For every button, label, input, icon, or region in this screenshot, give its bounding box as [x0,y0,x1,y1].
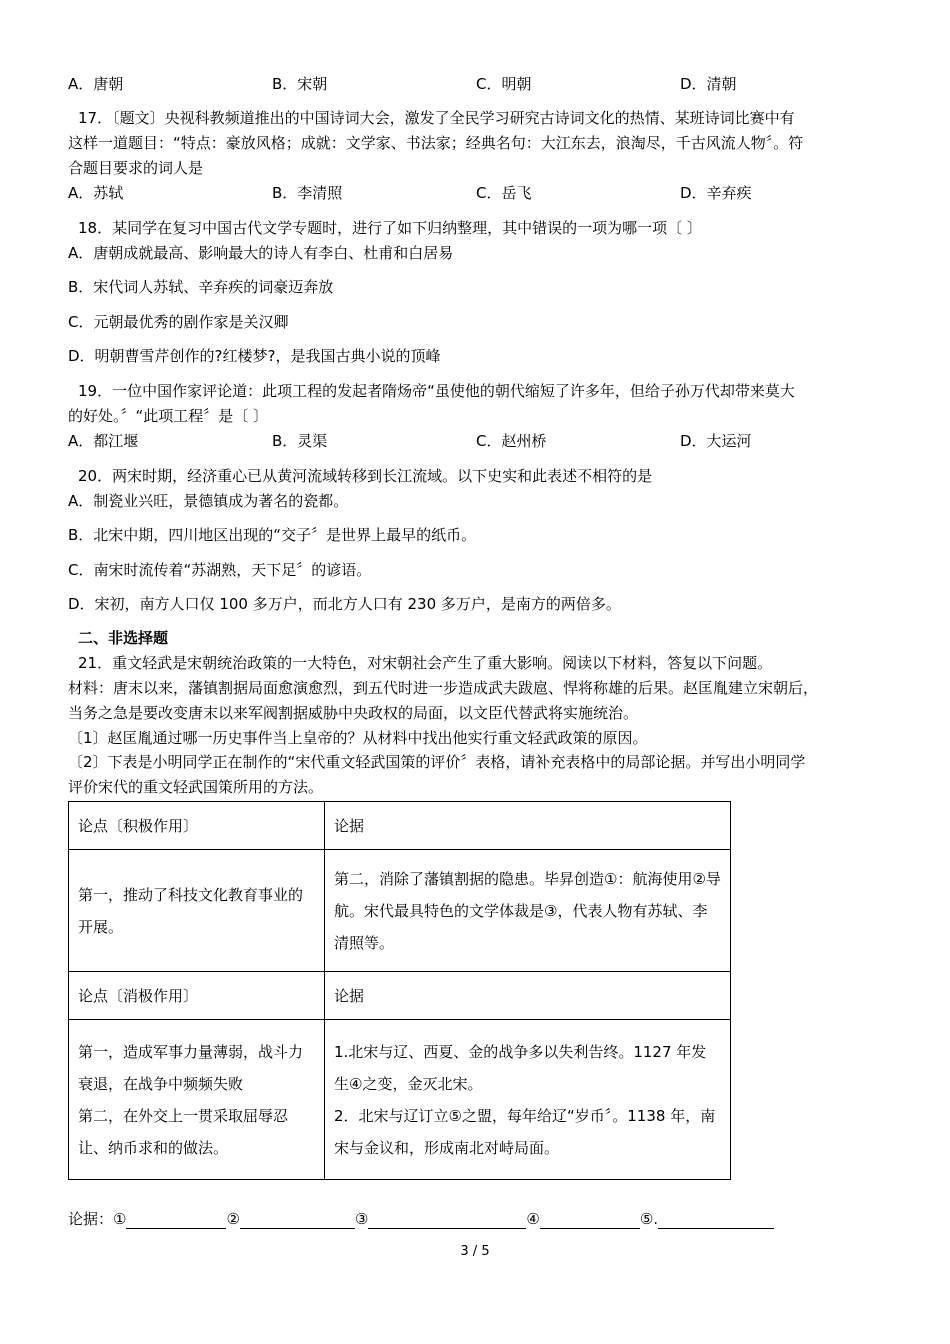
page-number: 3 / 5 [460,1244,490,1259]
q16-option-c: C．明朝 [476,75,532,93]
q19-option-a: A．都江堰 [68,432,139,450]
q16-option-b: B．宋朝 [272,75,328,93]
answer-line [68,1209,774,1229]
q16-options [68,74,888,94]
q16-option-a: A．唐朝 [68,75,124,93]
q19-line-1: 19．一位中国作家评论道：此项工程的发起者隋炀帝“虽使他的朝代缩短了许多年，但给子孙万代却带来莫大 [78,382,795,400]
q18-option-a: A．唐朝成就最高、影响最大的诗人有李白、杜甫和白居易 [68,244,454,262]
table-row [69,972,731,1020]
q17-line-1: 17．〔题文〕央视科教频道推出的中国诗词大会，激发了全民学习研究古诗词文化的热情、某班诗词比赛中有 [78,109,795,127]
negative-evidence-1: 1.北宋与辽、西夏、金的战争多以失利告终。1127 年发生④之变，金灭北宋。 [334,1042,707,1093]
q18-stem: 18．某同学在复习中国古代文学专题时，进行了如下归纳整理，其中错误的一项为哪一项〔 〕 [78,219,702,237]
q21-sub-question-2-line-2: 评价宋代的重文轻武国策所用的方法。 [68,778,324,796]
table-row [69,1020,731,1180]
q20-stem: 20．两宋时期，经济重心已从黄河流域转移到长江流域。以下史实和此表述不相符的是 [78,467,653,485]
q17-options [68,183,888,203]
q16-option-d: D．清朝 [680,75,737,93]
q20-option-b: B．北宋中期，四川地区出现的“交子〞是世界上最早的纸币。 [68,526,477,544]
negative-point-cell [69,1020,325,1180]
q19-option-d: D．大运河 [680,432,752,450]
blank-4-input[interactable] [540,1210,640,1229]
q21-sub-question-1: 〔1〕赵匡胤通过哪一历史事件当上皇帝的？从材料中找出他实行重文轻武政策的原因。 [68,729,648,747]
negative-point-1: 第一，造成军事力量薄弱，战斗力衰退，在战争中频频失败 [78,1042,304,1093]
header-positive-point: 论点〔积极作用〕 [69,802,325,850]
q20-option-c: C．南宋时流传着“苏湖熟，天下足〞的谚语。 [68,561,372,579]
blank-5-input[interactable] [658,1210,774,1229]
q19-option-b: B．灵渠 [272,432,328,450]
blank-4-marker: ④ [526,1210,540,1228]
positive-evidence-cell: 第二，消除了藩镇割据的隐患。毕昇创造①：航海使用②导航。宋代最具特色的文学体裁是③，代表人物有苏轼、李清照等。 [325,850,731,972]
negative-evidence-cell [325,1020,731,1180]
section-title: 二、非选择题 [78,629,169,647]
blank-3-input[interactable] [368,1210,526,1229]
evaluation-table [68,801,731,1180]
blank-3-marker: ③ [354,1210,369,1228]
q20-option-d: D．宋初，南方人口仅 100 多万户，而北方人口有 230 多万户，是南方的两倍多。 [68,595,621,613]
q17-line-3: 合题目要求的词人是 [68,159,204,177]
blank-1-marker: ① [113,1210,127,1228]
header-evidence: 论据 [325,802,731,850]
q17-option-a: A．苏轼 [68,184,124,202]
negative-point-2: 第二，在外交上一贯采取屈辱忍让、纳币求和的做法。 [78,1106,289,1157]
q19-options [68,431,888,451]
q18-option-d: D．明朝曹雪芹创作的?红楼梦?，是我国古典小说的顶峰 [68,347,441,365]
q17-option-c: C．岳飞 [476,184,532,202]
answer-label: 论据： [68,1210,114,1228]
q21-material-line-1: 材料：唐末以来，藩镇割据局面愈演愈烈，到五代时进一步造成武夫跋扈、悍将称雄的后果。赵匡胤建立宋朝后， [68,679,819,697]
blank-1-input[interactable] [126,1210,226,1229]
q20-option-a: A．制瓷业兴旺，景德镇成为著名的瓷都。 [68,492,349,510]
blank-2-marker: ② [226,1210,240,1228]
q19-line-2: 的好处。〞“此项工程〞是〔 〕 [68,407,269,425]
q19-option-c: C．赵州桥 [476,432,547,450]
q17-option-d: D．辛弃疾 [680,184,752,202]
q21-material-line-2: 当务之急是要改变唐末以来军阀割据威胁中央政权的局面，以文臣代替武将实施统治。 [68,704,639,722]
blank-2-input[interactable] [240,1210,355,1229]
table-row [69,850,731,972]
q17-option-b: B．李清照 [272,184,343,202]
q21-sub-question-2-line-1: 〔2〕下表是小明同学正在制作的“宋代重文轻武国策的评价〞表格，请补充表格中的局部论据。并写出小明同学 [68,753,806,771]
negative-evidence-2: 2．北宋与辽订立⑤之盟，每年给辽“岁币〞。1138 年，南宋与金议和，形成南北对峙局面。 [334,1106,716,1157]
q17-line-2: 这样一道题目：“特点：豪放风格；成就：文学家、书法家；经典名句：大江东去，浪淘尽，千古风流人物〞。符 [68,134,804,152]
header-negative-point: 论点〔消极作用〕 [69,972,325,1020]
q21-stem: 21．重文轻武是宋朝统治政策的一大特色，对宋朝社会产生了重大影响。阅读以下材料，答复以下问题。 [78,654,773,672]
blank-5-marker: ⑤. [639,1210,659,1228]
q18-option-c: C．元朝最优秀的剧作家是关汉卿 [68,313,289,331]
table-row [69,802,731,850]
q18-option-b: B．宋代词人苏轼、辛弃疾的词豪迈奔放 [68,278,334,296]
header-evidence-2: 论据 [325,972,731,1020]
positive-point-cell: 第一，推动了科技文化教育事业的开展。 [69,850,325,972]
